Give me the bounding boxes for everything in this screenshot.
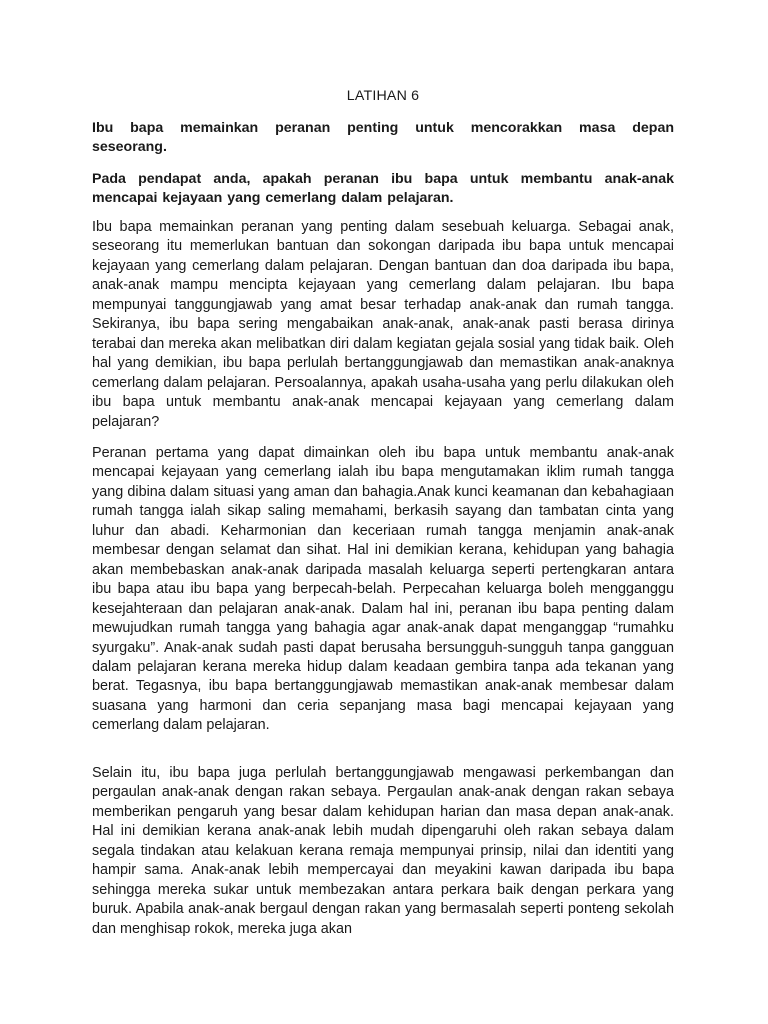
paragraph-body-2: Selain itu, ibu bapa juga perlulah bertanggungjawab mengawasi perkembangan dan pergaulan anak-anak dengan rakan sebaya. Pergaulan anak-anak dengan rakan sebaya memberikan pengaruh yang besar dalam kehidupan harian dan masa depan anak-anak. Hal ini demikian kerana anak-anak lebih mudah dipengaruhi oleh rakan sebaya dalam segala tindakan atau kelakuan kerana remaja mempunyai prinsip, nilai dan identiti yang hampir sama. Anak-anak lebih mempercayai dan meyakini kawan daripada ibu bapa sehingga mereka sukar untuk membezakan antara perkara baik dengan perkara yang buruk. Apabila anak-anak bergaul dengan rakan yang bermasalah seperti ponteng sekolah dan menghisap rokok, mereka juga akan — [92, 765, 674, 937]
page-title: LATIHAN 6 — [346, 88, 420, 104]
question-prompt: Pada pendapat anda, apakah peranan ibu bapa untuk membantu anak-anak mencapai kejayaan yang cemerlang dalam pelajaran. — [92, 171, 674, 207]
paragraph-body-1: Peranan pertama yang dapat dimainkan oleh ibu bapa untuk membantu anak-anak mencapai kejayaan yang cemerlang ialah ibu bapa mengutamakan iklim rumah tangga yang dibina dalam situasi yang aman dan bahagia.Anak kunci keamanan dan kebahagiaan rumah tangga ialah sikap saling memahami, berkasih sayang dan tambatan cinta yang luhur dan abadi. Keharmonian dan keceriaan rumah tangga menjamin anak-anak membesar dengan selamat dan sihat. Hal ini demikian kerana, kehidupan yang bahagia akan membebaskan anak-anak daripada masalah keluarga seperti pertengkaran antara ibu bapa atau ibu bapa yang berpecah-belah. Perpecahan keluarga boleh mengganggu kesejahteraan dan pelajaran anak-anak. Dalam hal ini, peranan ibu bapa penting dalam mewujudkan rumah tangga yang bahagia agar anak-anak dapat menganggap “rumahku syurgaku”. Anak-anak sudah pasti dapat berusaha bersungguh-sungguh tanpa gangguan dalam pelajaran kerana mereka hidup dalam keadaan gembira tanpa ada tekanan yang berat. Tegasnya, ibu bapa bertanggungjawab memastikan anak-anak membesar dalam suasana yang harmoni dan ceria sepanjang masa bagi mencapai kejayaan yang cemerlang dalam pelajaran. — [92, 445, 674, 734]
question-statement: Ibu bapa memainkan peranan penting untuk mencorakkan masa depan seseorang. — [92, 120, 674, 156]
paragraph-introduction: Ibu bapa memainkan peranan yang penting dalam sesebuah keluarga. Sebagai anak, seseorang itu memerlukan bantuan dan sokongan daripada ibu bapa untuk mencapai kejayaan yang cemerlang dalam pelajaran. Dengan bantuan dan doa daripada ibu bapa, anak-anak mampu mencipta kejayaan yang cemerlang dalam pelajaran. Ibu bapa mempunyai tanggungjawab yang amat besar terhadap anak-anak dan rumah tangga. Sekiranya, ibu bapa sering mengabaikan anak-anak, anak-anak pasti berasa dirinya terabai dan mereka akan melibatkan diri dalam kegiatan gejala sosial yang tidak baik. Oleh hal yang demikian, ibu bapa perlulah bertanggungjawab dan memastikan anak-anaknya cemerlang dalam pelajaran. Persoalannya, apakah usaha-usaha yang perlu dilakukan oleh ibu bapa untuk membantu anak-anak mencapai kejayaan yang cemerlang dalam pelajaran? — [92, 219, 674, 430]
